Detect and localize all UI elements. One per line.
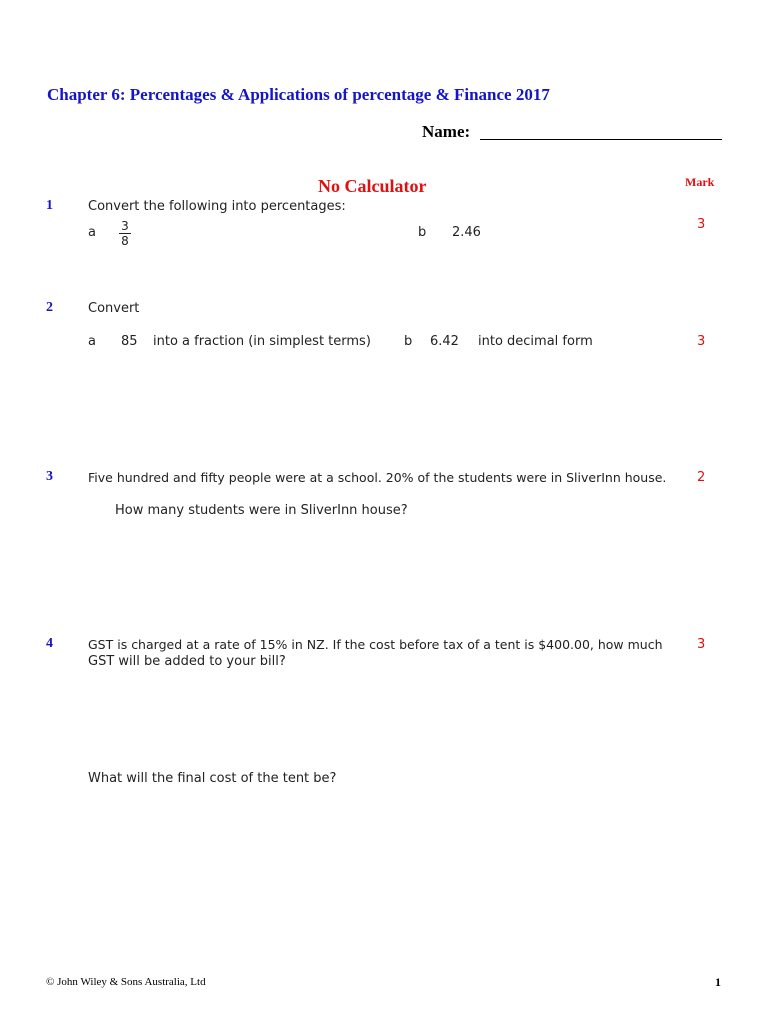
name-blank-line: [480, 139, 722, 140]
question-2-a-value: 85: [121, 334, 138, 349]
question-2-b-value: 6.42: [430, 334, 459, 349]
question-1-a-fraction: [119, 215, 131, 248]
question-3-subtext: How many students were in SliverInn house?: [115, 503, 408, 518]
fraction-numerator: 3: [121, 219, 129, 233]
fraction-denominator: 8: [121, 234, 129, 248]
question-2-b-label: b: [404, 334, 413, 349]
page-title: Chapter 6: Percentages & Applications of percentage & Finance 2017: [47, 85, 550, 104]
question-4-text-line2: GST will be added to your bill?: [88, 654, 286, 669]
question-2-a-text: into a fraction (in simplest terms): [153, 334, 371, 349]
question-1-a-label: a: [88, 225, 96, 240]
question-2-a-label: a: [88, 334, 96, 349]
question-1-b-value: 2.46: [452, 225, 481, 240]
question-1-number: 1: [46, 198, 53, 213]
question-2-mark: 3: [697, 334, 706, 349]
question-3-mark: 2: [697, 470, 706, 485]
question-2-b-text: into decimal form: [478, 334, 593, 349]
footer-copyright: © John Wiley & Sons Australia, Ltd: [46, 976, 206, 988]
question-1-mark: 3: [697, 217, 706, 232]
question-1-text: Convert the following into percentages:: [88, 199, 346, 214]
question-2-number: 2: [46, 300, 53, 315]
section-heading: No Calculator: [318, 176, 427, 196]
question-2-text: Convert: [88, 301, 140, 316]
name-label: Name:: [422, 122, 471, 141]
question-4-mark: 3: [697, 637, 706, 652]
question-3-text: Five hundred and fifty people were at a school. 20% of the students were in SliverInn house.: [88, 470, 667, 485]
question-3-number: 3: [46, 469, 53, 484]
question-4-subtext: What will the final cost of the tent be?: [88, 771, 337, 786]
question-4-text-line1: GST is charged at a rate of 15% in NZ. If the cost before tax of a tent is $400.00, how much: [88, 637, 663, 652]
page-number: 1: [715, 975, 721, 989]
question-1-b-label: b: [418, 225, 427, 240]
mark-column-header: Mark: [685, 175, 715, 189]
question-4-number: 4: [46, 636, 53, 651]
